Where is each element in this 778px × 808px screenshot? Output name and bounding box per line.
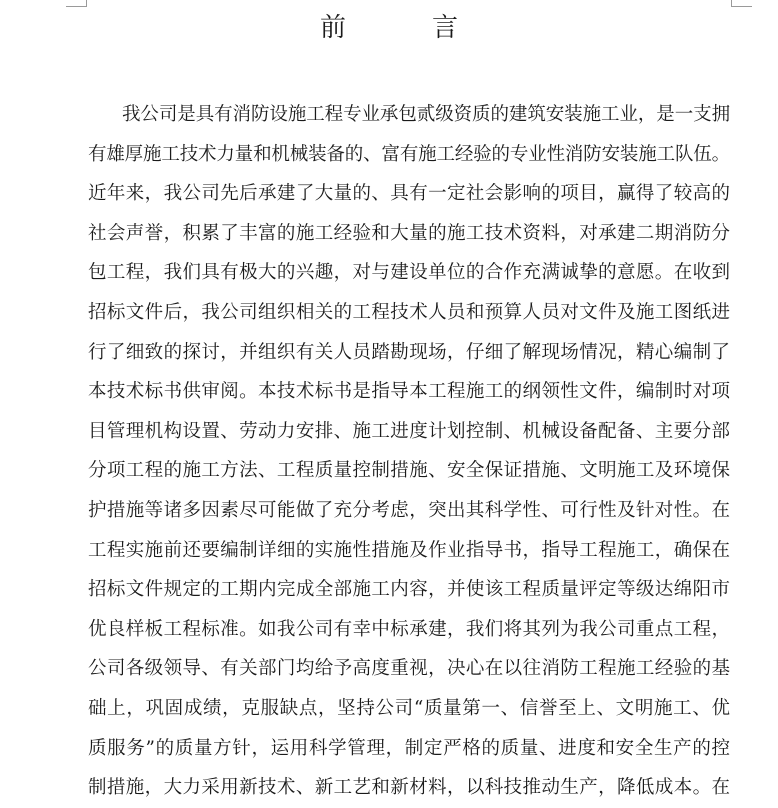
preface-paragraph — [88, 95, 730, 808]
paragraph-line-7: 行了细致的探讨，并组织有关人员踏勘现场，仔细了解现场情况，精心编制了 — [88, 341, 730, 363]
paragraph-line-2: 有雄厚施工技术力量和机械装备的、富有施工经验的专业性消防安装施工队伍。 — [88, 143, 730, 165]
paragraph-line-9: 目管理机构设置、劳动力安排、施工进度计划控制、机械设备配备、主要分部 — [88, 420, 730, 442]
margin-corner-mark-right — [731, 0, 752, 7]
paragraph-line-14: 优良样板工程标准。如我公司有幸中标承建，我们将其列为我公司重点工程， — [88, 618, 730, 640]
paragraph-line-8: 本技术标书供审阅。本技术标书是指导本工程施工的纲领性文件，编制时对项 — [88, 381, 730, 403]
paragraph-line-3: 近年来，我公司先后承建了大量的、具有一定社会影响的项目，赢得了较高的 — [88, 183, 730, 205]
paragraph-line-18: 制措施，大力采用新技术、新工艺和新材料，以科技推动生产，降低成本。在 — [88, 777, 730, 799]
paragraph-line-4: 社会声誉，积累了丰富的施工经验和大量的施工技术资料，对承建二期消防分 — [88, 222, 730, 244]
paragraph-line-11: 护措施等诸多因素尽可能做了充分考虑，突出其科学性、可行性及针对性。在 — [88, 499, 730, 521]
paragraph-line-6: 招标文件后，我公司组织相关的工程技术人员和预算人员对文件及施工图纸进 — [88, 301, 730, 323]
paragraph-line-16: 础上，巩固成绩，克服缺点，坚持公司“质量第一、信誉至上、文明施工、优 — [88, 697, 730, 719]
paragraph-line-1: 我公司是具有消防设施工程专业承包贰级资质的建筑安装施工业，是一支拥 — [122, 104, 730, 125]
paragraph-line-12: 工程实施前还要编制详细的实施性措施及作业指导书，指导工程施工，确保在 — [88, 539, 730, 561]
paragraph-line-5: 包工程，我们具有极大的兴趣，对与建设单位的合作充满诚挚的意愿。在收到 — [88, 262, 730, 284]
page-title: 前 言 — [319, 13, 488, 43]
paragraph-line-10: 分项工程的施工方法、工程质量控制措施、安全保证措施、文明施工及环境保 — [88, 460, 730, 482]
paragraph-line-15: 公司各级领导、有关部门均给予高度重视，决心在以往消防工程施工经验的基 — [88, 658, 730, 680]
paragraph-line-17: 质服务”的质量方针，运用科学管理，制定严格的质量、进度和安全生产的控 — [88, 737, 730, 759]
margin-corner-mark-left — [66, 0, 87, 7]
paragraph-line-13: 招标文件规定的工期内完成全部施工内容，并使该工程质量评定等级达绵阳市 — [88, 579, 730, 601]
